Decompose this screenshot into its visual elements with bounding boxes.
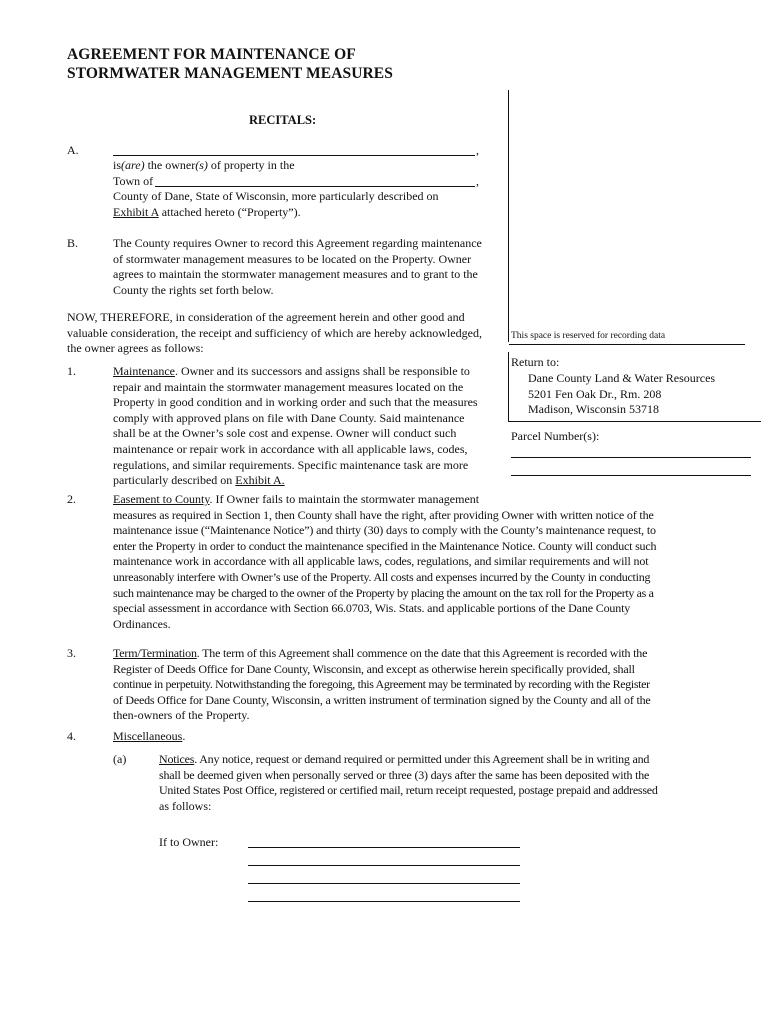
- section-3-text: Term/Termination. The term of this Agreement shall commence on the date that this Agreement is recorded with the Register of Deeds Office for Dane County, Wisconsin, and except as otherwise herein specifically provided, shall continue in perpetuity. Notwithstanding the foregoing, this Agreement may be terminated by recording with the Register of Deeds Office for Dane County, Wisconsin, a written instrument of termination signed by the County and all of the then-owners of the Property.: [113, 646, 651, 723]
- section-2-text: Easement to County. If Owner fails to maintain the stormwater management measures as required in Section 1, then County shall have the right, after providing Owner with written notice of the maintenance issue (“Maintenance Notice”) and thirty (30) days to comply with the County’s maintenance request, to enter the Property in order to conduct the maintenance specified in the Maintenance Notice. County will conduct such maintenance work in accordance with all applicable laws, codes, regulations, and similar requirements and will not unreasonably interfere with Owner’s use of the Property. All costs and expenses incurred by the County in conducting such maintenance may be charged to the owner of the Property by placing the amount on the tax roll for the Property as a special assessment in accordance with Section 66.0703, Wis. Stats. and applicable portions of the Dane County Ordinances.: [113, 492, 657, 631]
- return-to-bracket: [508, 352, 509, 422]
- recording-box-rule: [509, 344, 745, 345]
- section-1-marker: 1.: [67, 364, 76, 378]
- section-1-exhibit-reference: Exhibit A.: [235, 473, 285, 488]
- owner-address-blank-1: [248, 847, 520, 848]
- title-line-1: AGREEMENT FOR MAINTENANCE OF: [67, 46, 356, 63]
- exhibit-a-reference: Exhibit A: [113, 205, 159, 219]
- recital-a-owner-line: is(are) the owner(s) of property in the: [113, 158, 295, 172]
- recording-box-divider: [508, 90, 509, 342]
- recital-b-marker: B.: [67, 236, 79, 250]
- return-to-label: Return to:: [511, 355, 560, 369]
- parcel-number-blank-1: [511, 457, 751, 458]
- recital-a-marker: A.: [67, 143, 79, 157]
- return-box-rule: [509, 421, 761, 422]
- exhibit-line: Exhibit A attached hereto (“Property”).: [113, 205, 301, 219]
- town-label: Town of: [113, 174, 154, 188]
- document-title: [67, 45, 393, 83]
- parcel-number-label: Parcel Number(s):: [511, 429, 600, 443]
- section-4-marker: 4.: [67, 729, 76, 743]
- owner-address-blank-4: [248, 901, 520, 902]
- section-1-text: Maintenance. Owner and its successors and assigns shall be responsible to repair and maintain the stormwater management measures located on the Property in good condition and in working order and such that the measures comply with approved plans on file with Dane County. Said maintenance shall be at the Owner’s sole cost and expense. Owner will conduct such maintenance or repair work in accordance with all applicable laws, codes, regulations, and similar requirements. Specific maintenance task are more particularly described on Exhibit A.: [113, 364, 478, 488]
- title-line-2: STORMWATER MANAGEMENT MEASURES: [67, 65, 393, 82]
- return-address: Dane County Land & Water Resources 5201 Fen Oak Dr., Rm. 208 Madison, Wisconsin 53718: [528, 371, 716, 417]
- section-2-heading: Easement to County: [113, 492, 210, 506]
- section-4-heading-line: Miscellaneous.: [113, 729, 186, 743]
- recording-reserved-text: This space is reserved for recording data: [511, 331, 666, 341]
- recital-a-comma-2: ,: [476, 174, 479, 188]
- county-line: County of Dane, State of Wisconsin, more particularly described on: [113, 189, 439, 203]
- section-3-marker: 3.: [67, 646, 76, 660]
- recital-b-text: The County requires Owner to record this Agreement regarding maintenance of stormwater management measures to be located on the Property. Owner agrees to maintain the stormwater management measures and to grant to the County the rights set forth below.: [113, 236, 482, 297]
- now-therefore-clause: NOW, THEREFORE, in consideration of the agreement herein and other good and valuable consideration, the receipt and sufficiency of which are hereby acknowledged, the owner agrees as follows:: [67, 310, 482, 356]
- recitals-heading: RECITALS:: [249, 113, 317, 127]
- section-4a-heading: Notices: [159, 752, 195, 766]
- owner-name-blank: [113, 155, 475, 156]
- owner-address-blank-2: [248, 865, 520, 866]
- if-to-owner-label: If to Owner:: [159, 835, 219, 849]
- section-3-heading: Term/Termination: [113, 646, 197, 660]
- section-4-heading: Miscellaneous: [113, 729, 183, 743]
- parcel-number-blank-2: [511, 475, 751, 476]
- section-2-marker: 2.: [67, 492, 76, 506]
- owner-address-blank-3: [248, 883, 520, 884]
- town-name-blank: [155, 186, 475, 187]
- section-1-heading: Maintenance: [113, 364, 175, 378]
- section-4a-marker: (a): [113, 752, 127, 766]
- section-4a-text: Notices. Any notice, request or demand required or permitted under this Agreement shall be in writing and shall be deemed given when personally served or three (3) days after the same has been deposited with the United States Post Office, registered or certified mail, return receipt requested, postage prepaid and addressed as follows:: [159, 752, 658, 813]
- recital-a-comma-1: ,: [476, 143, 479, 157]
